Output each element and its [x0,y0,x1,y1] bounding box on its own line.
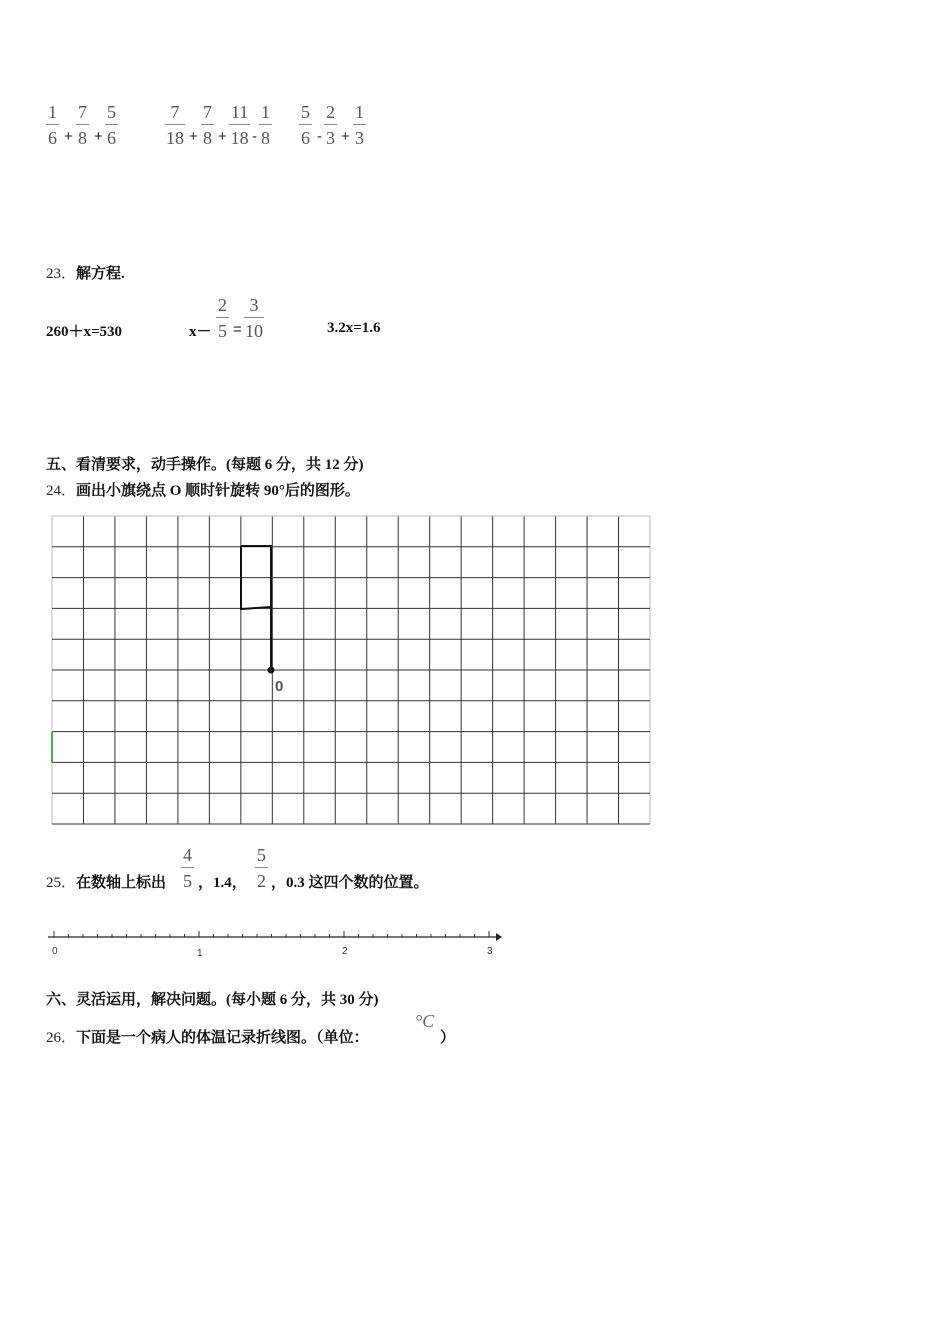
question-number: 26． [46,1030,77,1046]
fraction: 7 18 [166,102,184,148]
plus-sign: + [64,128,73,145]
minus-sign: - [317,128,322,145]
rotation-grid [48,514,654,828]
equals-sign: = [233,321,242,338]
minus-sign: - [252,128,257,145]
section-5-heading: 五、看清要求，动手操作。(每题 6 分，共 12 分) [46,457,364,473]
question-number: 25． [46,875,77,891]
point-label-o: 0 [275,678,284,695]
question-prefix: 在数轴上标出 [76,875,167,891]
question-title: 解方程. [76,266,125,282]
arrow-head-icon [496,933,502,941]
fraction: 11 18 [230,102,249,148]
tick-label: 2 [342,946,348,957]
tick-label: 0 [52,946,58,957]
number-line [44,926,510,962]
question-number: 23． [46,266,77,282]
plus-sign: + [94,128,103,145]
question-title: 下面是一个病人的体温记录折线图。（单位： [76,1030,369,1046]
tick-label: 1 [197,948,203,959]
question-number: 24． [46,483,77,499]
question-sep: ，1.4， [198,875,247,891]
section-6-heading: 六、灵活运用，解决问题。(每小题 6 分，共 30 分) [46,992,379,1008]
grid-lines [52,516,650,824]
unit-celsius: °C [415,1011,435,1031]
question-title: 画出小旗绕点 O 顺时针旋转 90°后的图形。 [76,483,360,499]
fraction: 1 3 [355,102,364,148]
question-24-header [46,479,360,500]
fraction: 1 6 [48,102,57,148]
fraction: 3 10 [245,295,263,341]
equation-1: 260＋x=530 [46,324,123,340]
plus-sign: + [189,128,198,145]
fraction: 2 5 [218,295,227,341]
fraction: 5 6 [301,102,310,148]
question-25-header [46,871,166,892]
equation-3: 3.2x=1.6 [327,320,381,336]
fraction: 4 5 [183,845,192,891]
plus-sign: + [218,128,227,145]
fraction: 7 8 [78,102,87,148]
question-23-header [46,262,125,283]
fraction: 2 3 [326,102,335,148]
equation-2-prefix: x－ [189,324,212,340]
question-close: ） [440,1030,456,1046]
fraction: 1 8 [261,102,270,148]
fraction: 5 2 [257,845,266,891]
fraction: 7 8 [203,102,212,148]
tick-label: 3 [487,946,493,957]
fraction: 5 6 [107,102,116,148]
question-26-header [46,1026,369,1047]
axis-ticks [52,931,493,959]
plus-sign: + [341,128,350,145]
rotation-point-o [268,667,275,674]
question-suffix: ，0.3 这四个数的位置。 [271,875,429,891]
